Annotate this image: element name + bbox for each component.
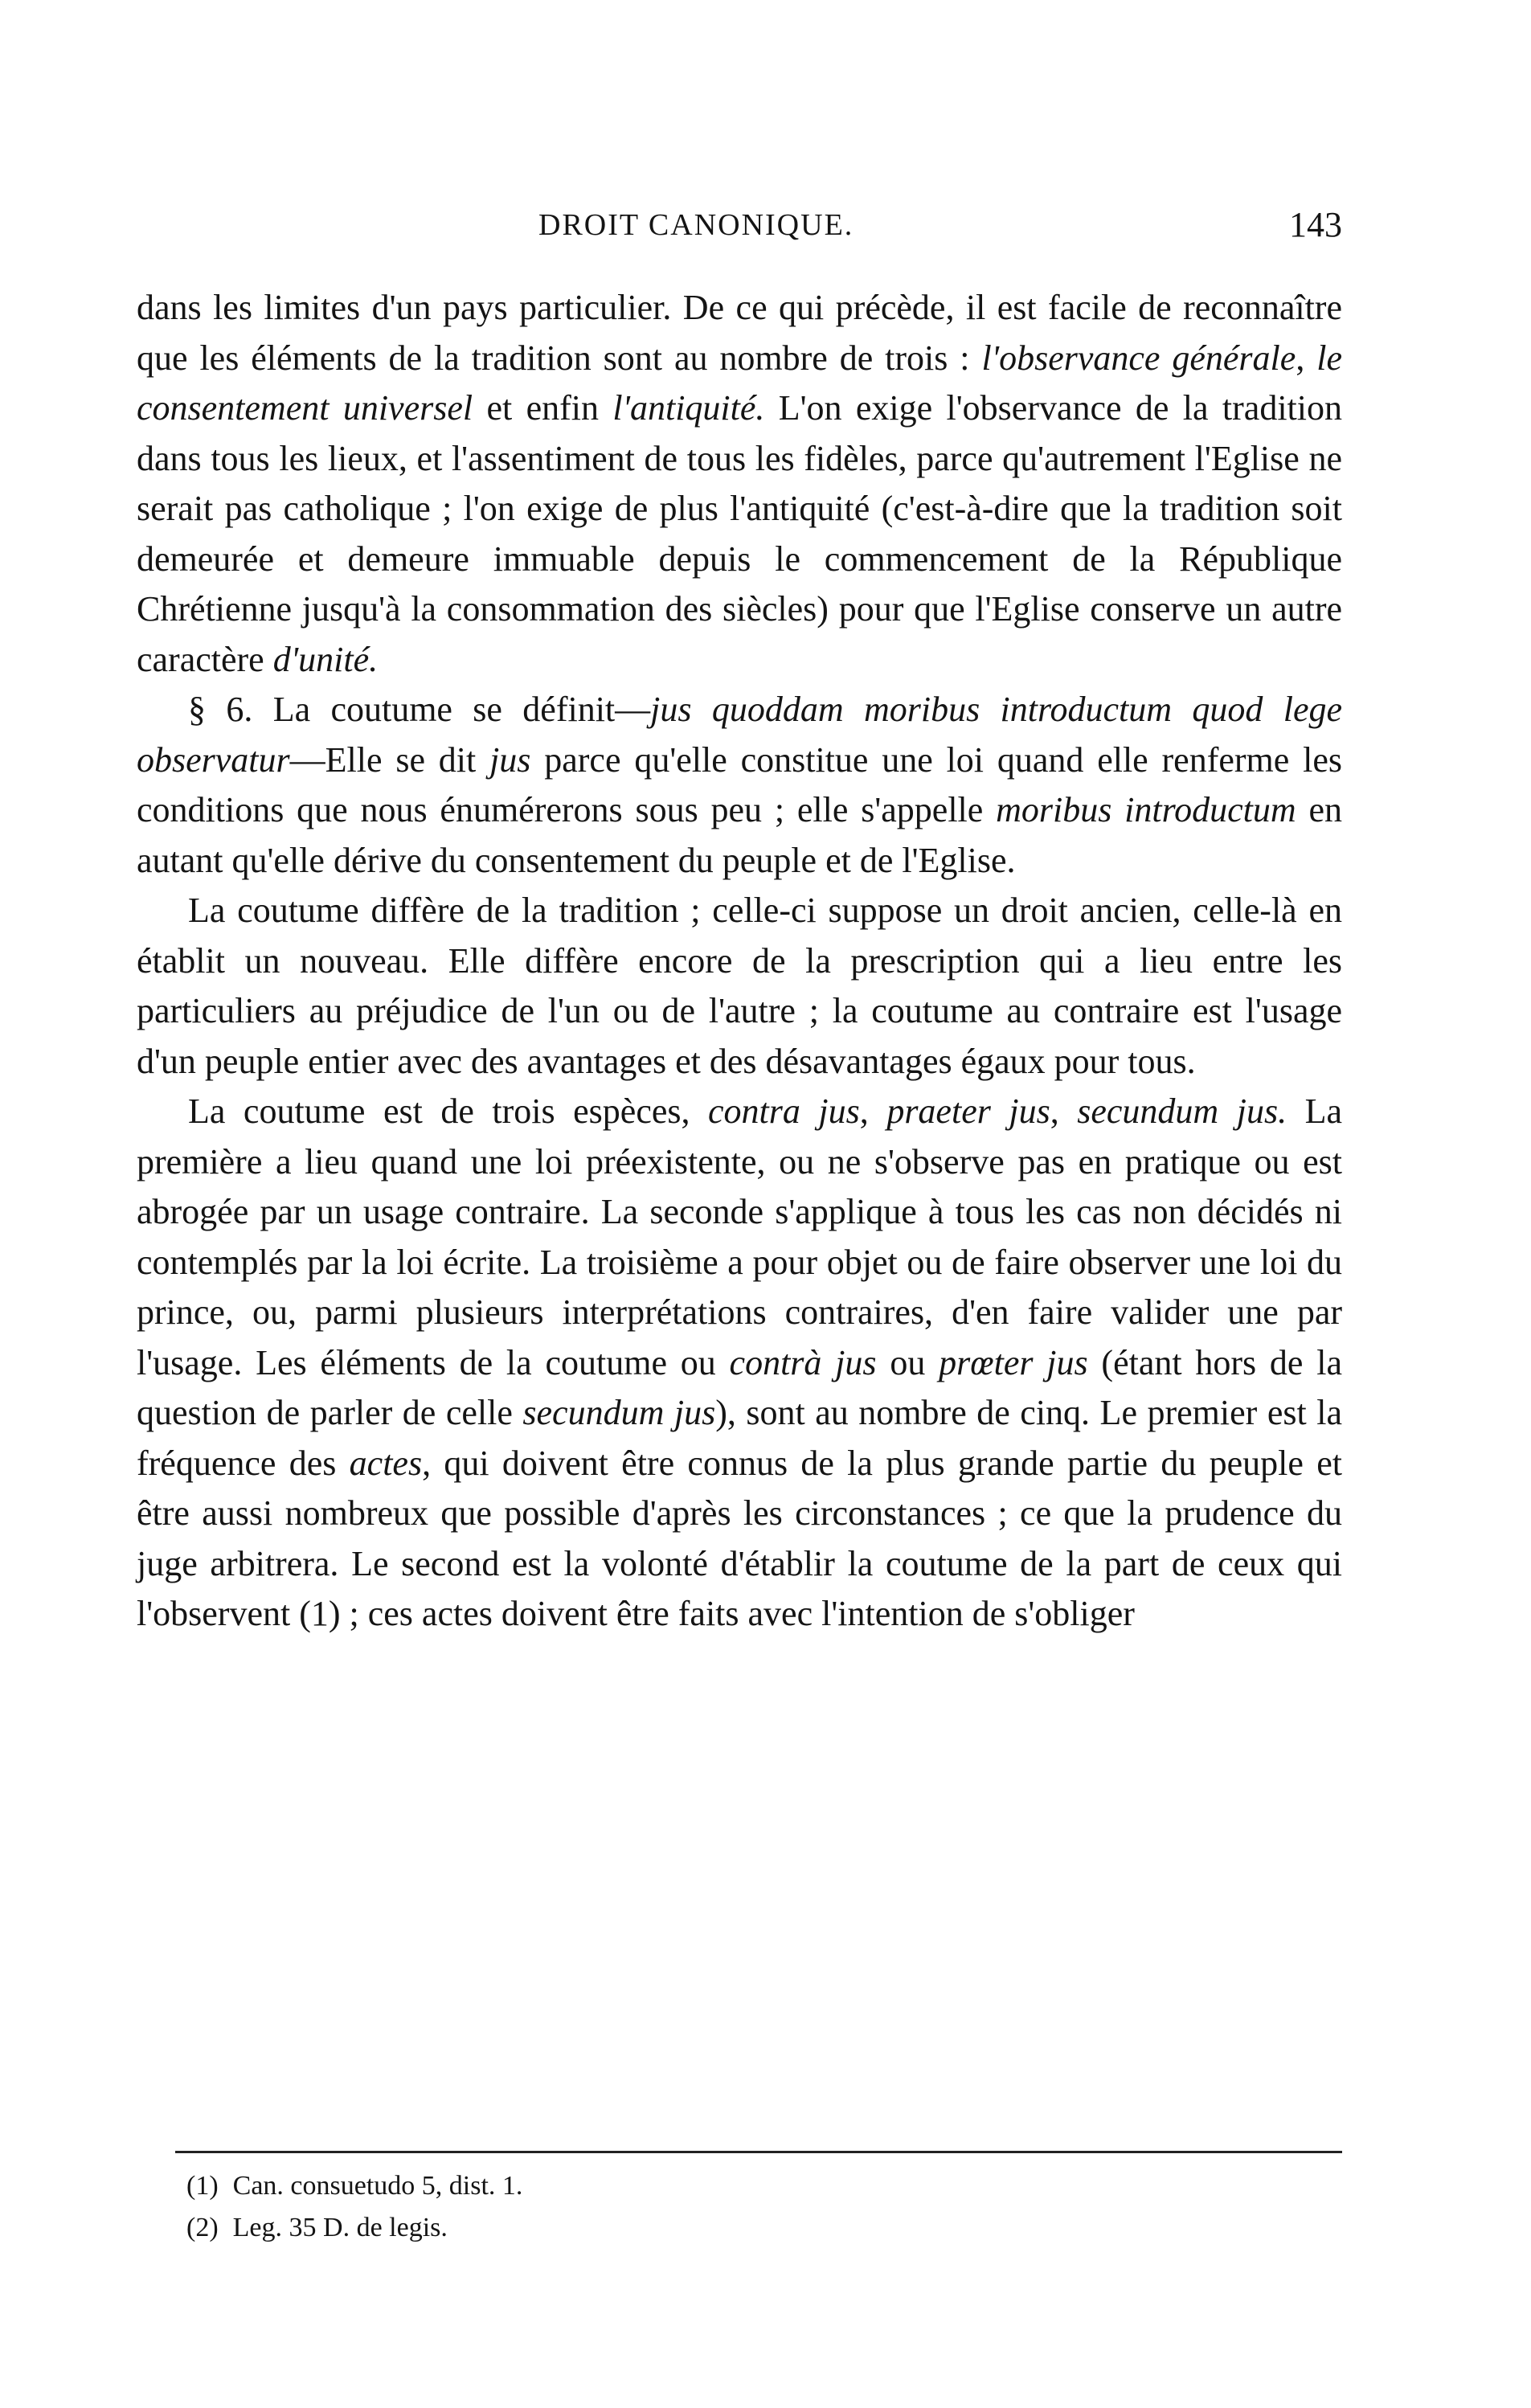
paragraph (137, 685, 1342, 886)
footnote (186, 2207, 1312, 2249)
italic-text: prœter jus (939, 1342, 1088, 1382)
italic-text: jus (489, 739, 531, 780)
page-header (137, 207, 1342, 256)
text-run: , (1296, 338, 1317, 378)
body-text (137, 283, 1342, 1640)
paragraph (137, 886, 1342, 1087)
footnote-text: Can. consuetudo 5, dist. 1. (232, 2171, 523, 2201)
footnote-mark: (1) (186, 2171, 219, 2201)
italic-text: l'observance générale (981, 338, 1296, 378)
italic-text: jus quoddam moribus introductum quod lege observatur (137, 690, 1343, 780)
text-run: et enfin (473, 388, 613, 428)
italic-text: praeter jus (886, 1091, 1050, 1131)
text-run: La première a lieu quand une loi préexistente, ou ne s'observe pas en pratique ou est abrogée par un usage contraire. La seconde s'applique à tous les cas non décidés ni contemplés par la loi écrite. La troisième a pour objet ou de faire observer une loi du prince, ou, parmi plusieurs interprétations contraires, d'en faire valider une par l'usage. Les éléments de la coutume ou (137, 1091, 1343, 1382)
italic-text: secundum jus (522, 1393, 716, 1432)
text-run: § 6. La coutume se définit— (188, 690, 651, 729)
paragraph (137, 283, 1342, 685)
text-run: , qui doivent être connus de la plus grande partie du peuple et être aussi nombreux que possible d'après les circonstances ; ce que la prudence du juge arbitrera. Le second est la volonté d'établir la coutume de la part de ceux qui l'observent (1) ; ces actes doivent être faits avec l'intention de s'obliger (137, 1443, 1342, 1633)
italic-text: actes (349, 1443, 423, 1483)
text-run: L'on exige l'observance de la tradition dans tous les lieux, et l'assentiment de tous les fidèles, parce qu'autrement l'Eglise ne serait pas catholique ; l'on exige de plus l'antiquité (c'est-à-dire que la tradition soit demeurée et demeure immuable depuis le commencement de la République Chrétienne jusqu'à la consommation des siècles) pour que l'Eglise conserve un autre caractère (137, 388, 1342, 679)
footnote-text: Leg. 35 D. de legis. (232, 2213, 448, 2242)
footnote (186, 2165, 1312, 2207)
italic-text: le consentement universel (137, 338, 1342, 428)
text-run: La coutume diffère de la tradition ; celle-ci suppose un droit ancien, celle-là en établit un nouveau. Elle diffère encore de la prescription qui a lieu entre les particuliers au préjudice de l'un ou de l'autre ; la coutume au contraire est l'usage d'un peuple entier avec des avantages et des désavantages égaux pour tous. (137, 891, 1342, 1081)
text-run: , (1050, 1091, 1078, 1131)
paragraph (137, 1087, 1342, 1640)
text-run: parce qu'elle constitue une loi quand elle renferme les conditions que nous énumérerons sous peu ; elle s'appelle (137, 739, 1342, 829)
italic-text: contra jus (708, 1091, 860, 1131)
footnotes (186, 2165, 1312, 2249)
italic-text: d'unité. (272, 639, 379, 679)
footnote-rule (175, 2151, 1342, 2153)
italic-text: secundum jus. (1077, 1091, 1287, 1131)
text-run: dans les limites d'un pays particulier. De ce qui précède, il est facile de reconnaître que les éléments de la tradition sont au nombre de trois : (137, 288, 1342, 378)
italic-text: l'antiquité. (612, 388, 765, 428)
running-title: DROIT CANONIQUE. (538, 208, 854, 242)
text-run: ), sont au nombre de cinq. Le premier est la fréquence des (137, 1393, 1342, 1483)
text-run: en autant qu'elle dérive du consentement du peuple et de l'Eglise. (137, 790, 1342, 880)
text-run: —Elle se dit (289, 739, 490, 780)
text-run: La coutume est de trois espèces, (188, 1091, 709, 1131)
text-run: (étant hors de la question de parler de celle (137, 1342, 1342, 1432)
italic-text: contrà jus (729, 1342, 877, 1382)
page-number: 143 (1289, 205, 1342, 244)
text-run: ou (876, 1342, 939, 1382)
text-run: , (859, 1091, 887, 1131)
italic-text: moribus introductum (996, 790, 1296, 829)
footnote-mark: (2) (186, 2213, 219, 2242)
